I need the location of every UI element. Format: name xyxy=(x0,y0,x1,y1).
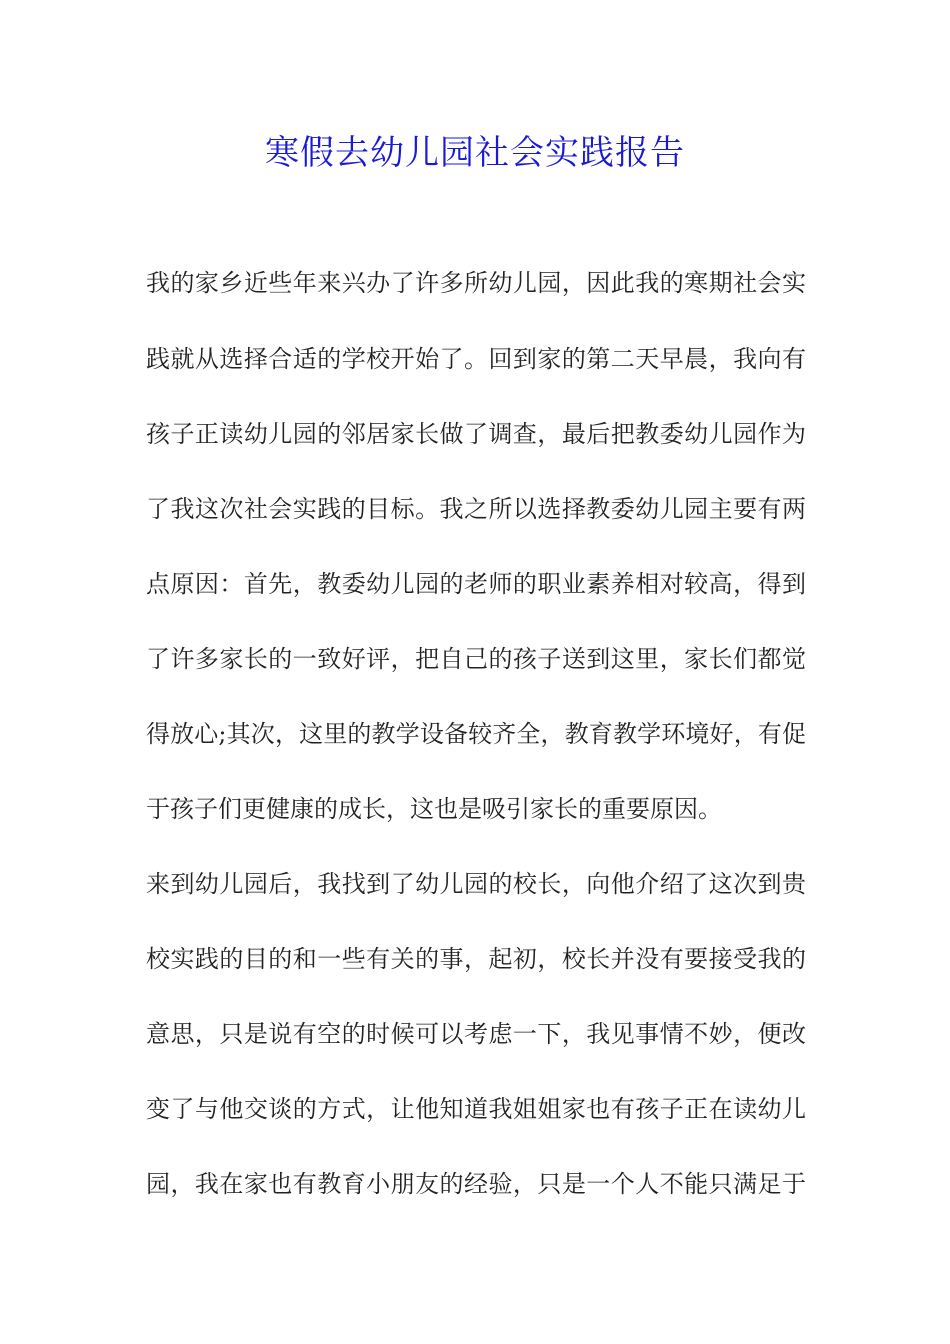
text-line: 我的家乡近些年来兴办了许多所幼儿园，因此我的寒期社会实 xyxy=(146,269,806,297)
text-line: 变了与他交谈的方式，让他知道我姐姐家也有孩子正在读幼儿 xyxy=(146,1095,806,1123)
text-line: 园，我在家也有教育小朋友的经验，只是一个人不能只满足于 xyxy=(146,1170,806,1198)
text-line: 来到幼儿园后，我找到了幼儿园的校长，向他介绍了这次到贵 xyxy=(146,870,806,898)
text-line: 了我这次社会实践的目标。我之所以选择教委幼儿园主要有两 xyxy=(146,495,806,523)
text-line: 了许多家长的一致好评，把自己的孩子送到这里，家长们都觉 xyxy=(146,645,806,673)
text-line: 孩子正读幼儿园的邻居家长做了调查，最后把教委幼儿园作为 xyxy=(146,420,806,448)
text-line: 于孩子们更健康的成长，这也是吸引家长的重要原因。 xyxy=(146,795,722,823)
text-line: 得放心;其次，这里的教学设备较齐全，教育教学环境好，有促 xyxy=(146,720,806,748)
text-line: 意思，只是说有空的时候可以考虑一下，我见事情不妙，便改 xyxy=(146,1020,806,1048)
text-line: 校实践的目的和一些有关的事，起初，校长并没有要接受我的 xyxy=(146,945,806,973)
text-line: 点原因：首先，教委幼儿园的老师的职业素养相对较高，得到 xyxy=(146,570,806,598)
text-line: 践就从选择合适的学校开始了。回到家的第二天早晨，我向有 xyxy=(146,345,806,373)
document-title: 寒假去幼儿园社会实践报告 xyxy=(265,133,685,173)
